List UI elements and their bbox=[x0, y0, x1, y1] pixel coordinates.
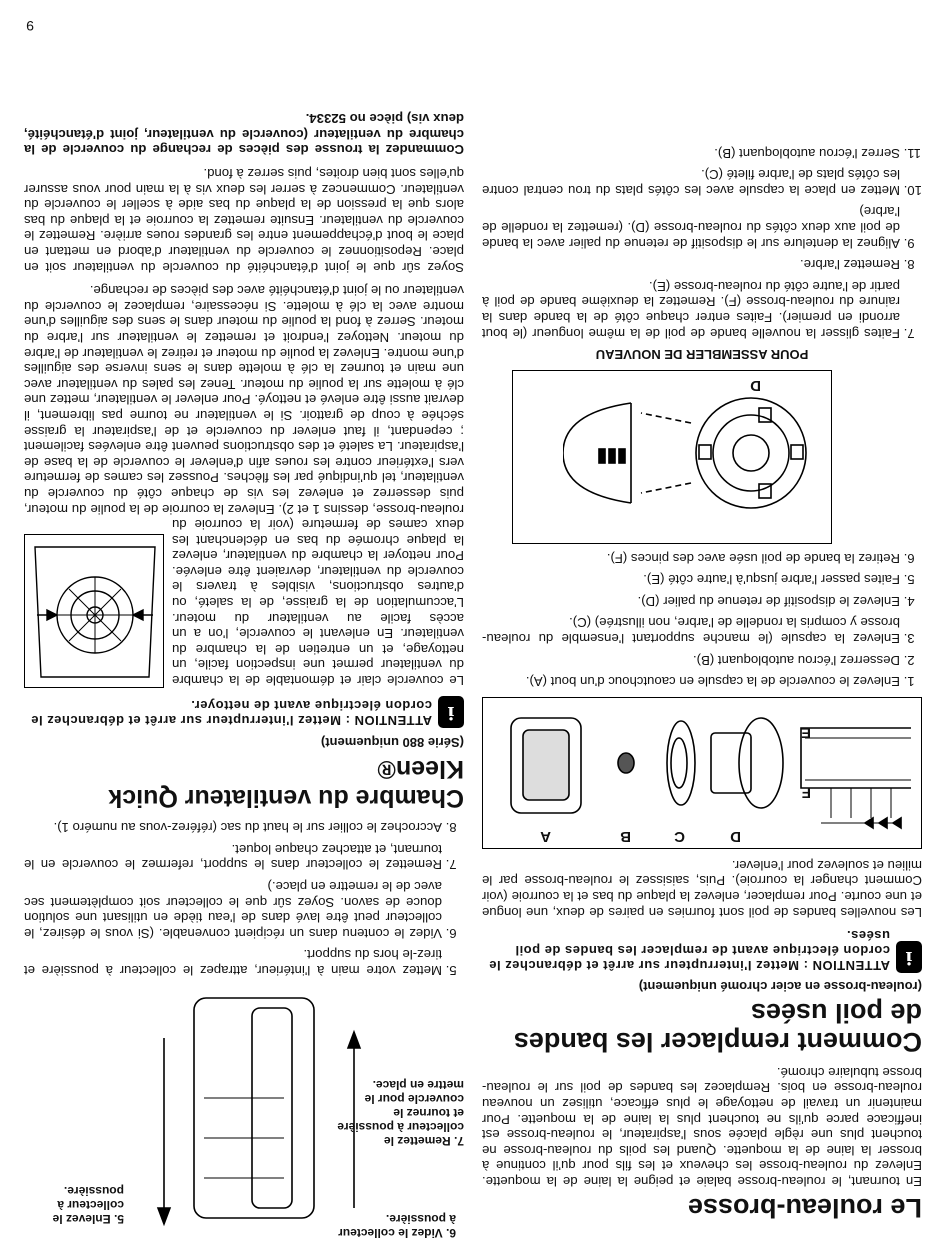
disassembly-steps bbox=[482, 550, 922, 689]
fig-letter-f: F bbox=[801, 784, 811, 802]
brushroll-parts-illustration bbox=[483, 700, 921, 848]
cup-step-5: 5. Mettez votre main à l'intérieur, attrapez le collecteur à poussière et tirez-le hors du support. bbox=[24, 947, 442, 978]
reassemble-heading: POUR ASSEMBLER DE NOUVEAU bbox=[595, 347, 809, 363]
cup-step-6: 6. Videz le contenu dans un récipient convenable. (Si vous le désirez, le collecteur peut être lavé dans de l'eau tiède en utilisant une solution douce de savon. Soyez sûr que le collecteur soit complètement sec avec de le remettre en place.) bbox=[24, 878, 442, 940]
step-1: 1. Enlevez le couvercle de la capsule en caoutchouc d'un bout (A). bbox=[482, 674, 900, 690]
strip-paragraph: Les nouvelles bandes de poil sont fournies en paires de deux, une longue et une courte. Pour remplacer, enlevez la plaque du bas et la courroie (voir Comment changer la courroie). Puis, saisissez le rouleau-brosse par le milieu et soulevez pour l'enlever. bbox=[482, 857, 922, 920]
caption-empty-cup: 6. Videz le collecteur à poussière. bbox=[338, 1212, 456, 1240]
step-11: 11. Serrez l'écrou autobloquant (B). bbox=[482, 145, 900, 161]
fan-paragraph-2: Soyez sûr que le joint d'étanchéité du couvercle du ventilateur soit en place. Repositionnez le couvercle du ventilateur d'abord en mettant en place le bout d'échappement entre les grandes roues arrière. Remettez le couvercle du ventilateur. Ensuite remettez la courroie et la plaque du bas alors que la pression de la plaque du bas aide à sceller le couvercle du ventilateur. Commencez à serrer les deux vis à la main pour vous assurer qu'elles sont bien droites, puis serrez à fond. bbox=[24, 166, 464, 275]
step-10: 10. Mettez en place la capsule avec les côtés plats du trou central contre les côtés plats de l'arbre fileté (C). bbox=[482, 167, 900, 198]
strip-note: (rouleau-brosse en acier chromé uniquement) bbox=[638, 979, 922, 995]
step-6: 6. Retirez la bande de poil usée avec des pinces (F). bbox=[482, 550, 900, 566]
strip-warning bbox=[482, 928, 922, 973]
fan-illustration bbox=[27, 537, 163, 687]
step-5: 5. Faites passer l'arbre jusqu'à l'autre côté (E). bbox=[482, 572, 900, 588]
fig-letter-e: E bbox=[800, 724, 811, 742]
caption-replace-cup: 7. Remettez le collecteur à poussière et tournez le couvercle pour le mettre en place. bbox=[337, 1078, 464, 1148]
warning-label: ATTENTION : bbox=[803, 957, 890, 973]
fig-letter-c: C bbox=[674, 828, 685, 846]
bearing-illustration bbox=[563, 373, 831, 543]
brushroll-exploded-figure bbox=[482, 697, 922, 849]
order-note: Commandez la trousse des pièces de rechange du couvercle de la chambre du ventilateur (couvercle du ventilateur, joint d'étanchéité, deux vis) pièce no 52334. bbox=[24, 111, 464, 158]
fig-letter-d: D bbox=[730, 828, 741, 846]
bearing-retainer-figure bbox=[512, 370, 832, 544]
fan-paragraph-1: Le couvercle clair et démontable de la chambre du ventilateur permet une inspection facile, un nettoyage, et un entretien de la chambre du ventilateur. En enlevant le couvercle, l'on a un accès facile au ventilateur du moteur. L'accumulation de la graisse, de la saleté, ou d'autres obstructions, visibles à travers le couvercle du ventilateur, devraient être enlevée. Pour nettoyer la chambre du ventilateur, enlevez la plaque chromée du bas en déclenchant les deux cames de fermeture (voir la courroie du rouleau-brosse, dessins 1 et 2). Enlevez la courroie de la poulie du moteur, puis desserrez et enlevez les vis de chaque côté du couvercle du ventilateur, tel qu'indiqué par les flèches. Poussez les cames de fermeture vers l'extérieur contre les roues afin d'enlever le couvercle de la base de l'aspirateur. La saleté et des obstructions peuvent être enlevées facilement ; cependant, il faut enlever du couvercle et de l'aspirateur la graisse séchée à coup de grattoir. Si le ventilateur ne tourne pas librement, il devrait aussi être enlevé et nettoyé. Pour enlever le ventilateur, mettez une clé à molette sur la poulie du moteur. Tenez les pales du ventilateur avec une main et tournez la clé à molette dans le sens inverse des aiguilles d'une montre. Enlevez la poulie du moteur et retirez le ventilateur de l'arbre du moteur. Nettoyez l'endroit et remettez le ventilateur sur l'arbre du moteur. Serrez à fond la poulie du moteur dans le sens des aiguilles d'une montre avec la clé à molette. Si nécessaire, remplacez le couvercle du ventilateur ou le joint d'étanchéité avec des pièces de rechange. bbox=[24, 283, 464, 689]
step-9: 9. Alignez la dentelure sur le dispositif de retenue du palier avec la bande de poil aux deux côtés du rouleau-brosse (D). (remettez la rondelle de l'arbre) bbox=[482, 204, 900, 251]
page-number: 9 bbox=[26, 18, 34, 34]
fig-letter-a: A bbox=[540, 828, 551, 846]
warning-text: Mettez l'interrupteur sur arrêt et débranchez le cordon électrique avant de nettoyer. bbox=[30, 698, 432, 729]
caption-remove-cup: 5. Enlevez le collecteur à poussière. bbox=[52, 1184, 124, 1226]
dust-cup-steps bbox=[24, 820, 464, 978]
info-icon: i bbox=[896, 941, 922, 973]
info-icon: i bbox=[438, 696, 464, 728]
warning-text: Mettez l'interrupteur sur arrêt et débranchez le cordon électrique avant de remplacer les bandes de poil usées. bbox=[488, 927, 890, 973]
reassembly-steps bbox=[482, 145, 922, 341]
step-4: 4. Enlevez le dispositif de retenue du palier (D). bbox=[482, 593, 900, 609]
fig2-letter-d: D bbox=[750, 377, 761, 395]
step-3: 3. Enlevez la capsule (le manche supportant l'ensemble du rouleau-brosse y compris la rondelle de l'arbre, non illustrée) (C). bbox=[482, 615, 900, 646]
step-2: 2. Desserrez l'écrou autobloquant (B). bbox=[482, 652, 900, 668]
right-column bbox=[24, 111, 464, 1248]
step-7: 7. Faites glisser la nouvelle bande de poil de la même longueur (le bout arrondi en premier). Faites entrer chaque côté de la bande dans la rainure du rouleau-brosse (F). Remettez la deuxième bande de poil à partir de l'autre côté du rouleau-brosse (E). bbox=[482, 278, 900, 340]
cup-step-8: 8. Accrochez le collier sur le haut du sac (référez-vous au numéro 1). bbox=[24, 820, 442, 836]
cup-step-7: 7. Remettez le collecteur dans le support, refermez le couvercle en le tournant, et attachez chaque loquet. bbox=[24, 841, 442, 872]
brushroll-intro: En tournant, le rouleau-brosse balaie et peigne la laine de la moquette. Enlevez du rouleau-brosse les cheveux et les fils pour qu'il continue à brosser la laine de la moquette. Quand les poils du rouleau-brosse ne touchent plus une règle placée sous l'aspirateur, le rouleau-brosse est inefficace parce qu'ils ne touchent plus la laine de la moquette. Pour maintenir un travail de nettoyage le plus efficace, utilisez un nouveau rouleau-brosse en bois. Remplacez les bandes de poil sur le rouleau-brosse tubulaire chromé. bbox=[482, 1064, 922, 1189]
fan-chamber-note: (Série 880 uniquement) bbox=[320, 734, 464, 750]
brushroll-title: Le rouleau-brosse bbox=[687, 1193, 922, 1223]
fan-warning bbox=[24, 696, 464, 728]
fan-chamber-figure bbox=[24, 534, 164, 688]
strip-title: Comment remplacer les bandes de poil usées bbox=[513, 998, 922, 1058]
fan-text-block bbox=[24, 283, 464, 688]
warning-label: ATTENTION : bbox=[345, 713, 432, 729]
fan-chamber-title: Chambre du ventilateur Quick Kleen® bbox=[108, 754, 464, 812]
step-8: 8. Remettez l'arbre. bbox=[482, 257, 900, 273]
dust-cup-figures bbox=[24, 978, 464, 1248]
fig-letter-b: B bbox=[620, 828, 631, 846]
left-column bbox=[482, 139, 922, 1248]
